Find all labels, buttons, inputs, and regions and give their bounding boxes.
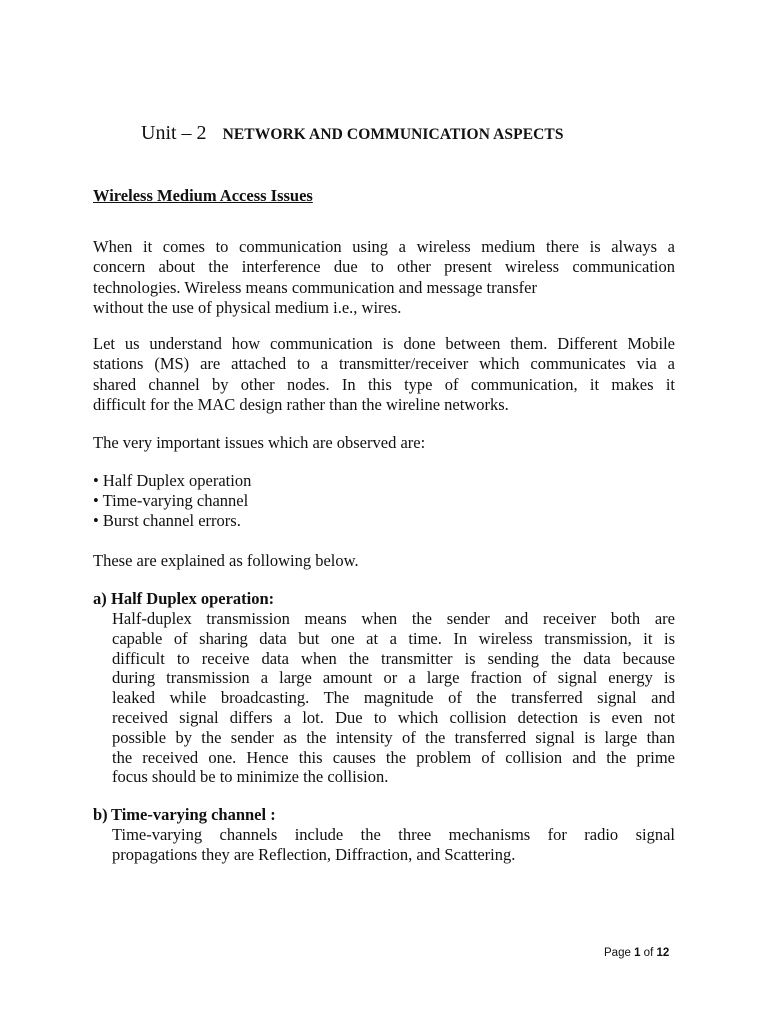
total-pages: 12	[656, 947, 670, 959]
issues-list	[93, 471, 251, 531]
text-line: difficult to receive data when the transmitter is sending the data because	[112, 648, 675, 668]
text-line: propagations they are Reflection, Diffraction, and Scattering.	[112, 844, 516, 864]
text-line: technologies. Wireless means communication and message transfer	[93, 277, 537, 297]
text-line: shared channel by other nodes. In this type of communication, it makes it	[93, 374, 675, 394]
text-line: during transmission a large amount or a large fraction of signal energy is	[112, 668, 675, 688]
subheading-letter: b)	[93, 805, 108, 824]
current-page: 1	[634, 947, 641, 959]
text-line: capable of sharing data but one at a time. In wireless transmission, it is	[112, 628, 675, 648]
text-line: leaked while broadcasting. The magnitude of the transferred signal and	[112, 688, 675, 708]
paragraph-explained	[93, 551, 675, 571]
subheading-letter: a)	[93, 589, 107, 608]
text-line: The very important issues which are observed are:	[93, 433, 426, 452]
paragraph-issues-intro	[93, 433, 675, 453]
subheading-text: Half Duplex operation:	[111, 589, 275, 608]
paragraph-mobile-stations	[93, 334, 675, 415]
text-line: stations (MS) are attached to a transmitter/receiver which communicates via a	[93, 354, 675, 374]
text-line: possible by the sender as the intensity of the transferred signal is large than	[112, 727, 675, 747]
unit-label: Unit – 2	[141, 122, 207, 144]
text-line: These are explained as following below.	[93, 551, 359, 570]
subheading-half-duplex	[93, 589, 274, 609]
text-line: Let us understand how communication is done between them. Different Mobile	[93, 334, 675, 353]
page-number	[604, 947, 669, 959]
text-line: difficult for the MAC design rather than the wireline networks.	[93, 394, 509, 414]
text-line: Half-duplex transmission means when the sender and receiver both are	[112, 609, 675, 628]
text-line: When it comes to communication using a wireless medium there is always a	[93, 237, 675, 256]
text-line: the received one. Hence this causes the problem of collision and the prime	[112, 747, 675, 767]
unit-subject: NETWORK AND COMMUNICATION ASPECTS	[222, 126, 564, 143]
text-line: Time-varying channels include the three mechanisms for radio signal	[112, 825, 675, 844]
text-line: without the use of physical medium i.e., wires.	[93, 297, 402, 317]
text-line: received signal differs a lot. Due to which collision detection is even not	[112, 707, 675, 727]
list-item: • Time-varying channel	[93, 491, 249, 510]
section-heading: Wireless Medium Access Issues	[93, 186, 313, 205]
list-item: • Half Duplex operation	[93, 471, 252, 490]
page-word: Page	[604, 947, 631, 959]
of-word: of	[643, 947, 654, 959]
page-title	[141, 122, 701, 145]
time-varying-body	[112, 825, 675, 865]
half-duplex-body	[112, 609, 675, 787]
subheading-time-varying	[93, 805, 276, 825]
text-line: concern about the interference due to other present wireless communication	[93, 257, 675, 277]
subheading-text: Time-varying channel :	[111, 805, 276, 824]
paragraph-intro	[93, 237, 675, 318]
list-item: • Burst channel errors.	[93, 511, 241, 530]
text-line: focus should be to minimize the collision.	[112, 767, 389, 787]
